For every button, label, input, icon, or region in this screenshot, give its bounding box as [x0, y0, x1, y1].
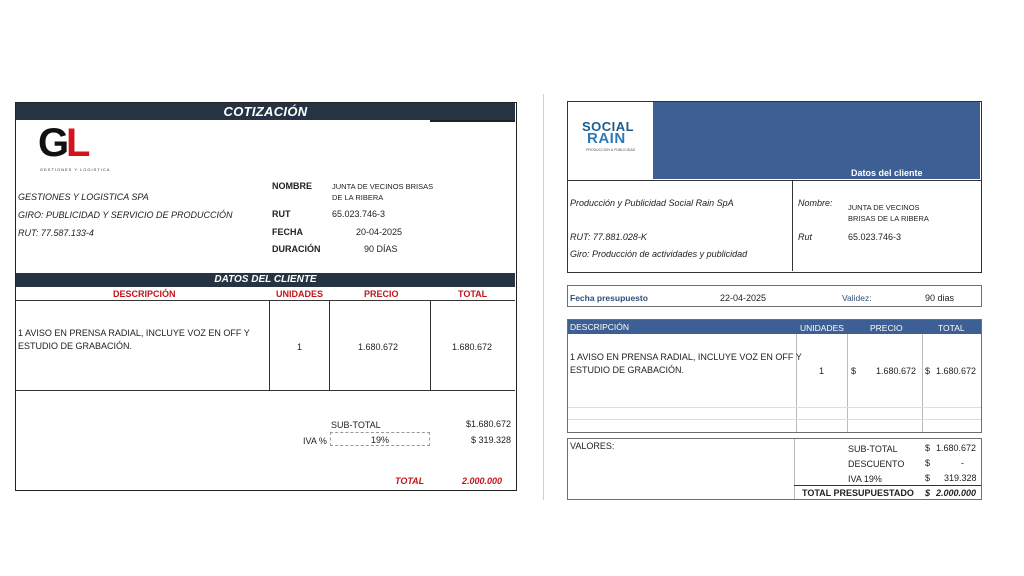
item-desc-line2: ESTUDIO DE GRABACIÓN. [570, 365, 685, 375]
iva-currency: $ [925, 473, 931, 483]
col-unidades: UNIDADES [800, 323, 844, 333]
header-label: Datos del cliente [851, 168, 923, 178]
quote-title: COTIZACIÓN [223, 104, 308, 119]
iva-label: IVA 19% [848, 474, 882, 484]
item-total: 1.680.672 [452, 342, 493, 352]
items-row-line-2 [568, 419, 981, 420]
duracion-value: 90 DÍAS [364, 244, 398, 254]
iva-rate: 19% [330, 432, 430, 446]
fecha-value: 20-04-2025 [356, 227, 403, 237]
gl-logo [38, 121, 118, 175]
col-descripcion: DESCRIPCIÓN [570, 322, 630, 332]
items-col-divider-2 [847, 334, 848, 432]
subtotal-value: 1.680.672 [936, 443, 977, 453]
subtotal-currency: $ [925, 443, 931, 453]
logo-caption: GESTIONES Y LOGISTICA [40, 167, 111, 172]
grand-total-line [794, 485, 981, 486]
company-name: Producción y Publicidad Social Rain SpA [570, 198, 734, 208]
table-bottom-line [16, 390, 515, 391]
company-name: GESTIONES Y LOGISTICA SPA [18, 192, 149, 202]
right-info-box [567, 180, 982, 273]
grand-total-label: TOTAL PRESUPUESTADO [802, 488, 914, 498]
header-blue-panel [653, 102, 980, 179]
item-desc-line1: 1 AVISO EN PRENSA RADIAL, INCLUYE VOZ EN OFF Y [18, 328, 250, 338]
item-units: 1 [819, 366, 825, 376]
nombre-value-line1: JUNTA DE VECINOS BRISAS [332, 182, 434, 191]
descuento-value: - [961, 458, 964, 468]
items-row-line-1 [568, 407, 981, 408]
item-total: 1.680.672 [936, 366, 977, 376]
totals-divider [794, 439, 795, 499]
item-units: 1 [297, 342, 303, 352]
title-underline [430, 120, 515, 122]
item-price-currency: $ [851, 366, 857, 376]
validez-value: 90 dias [925, 293, 955, 303]
quote-title-bar [16, 103, 515, 120]
rut-label: Rut [798, 232, 813, 242]
company-rut: RUT: 77.587.133-4 [18, 228, 94, 238]
logo-caption: PRODUCCIÓN & PUBLICIDAD [586, 148, 636, 152]
fecha-label: FECHA [272, 227, 303, 237]
items-header [568, 320, 981, 334]
items-col-divider-1 [796, 334, 797, 432]
item-total-currency: $ [925, 366, 931, 376]
items-col-divider-3 [922, 334, 923, 432]
item-desc-line2: ESTUDIO DE GRABACIÓN. [18, 341, 133, 351]
total-label: TOTAL [395, 476, 425, 486]
company-giro: GIRO: PUBLICIDAD Y SERVICIO DE PRODUCCIÓN [18, 210, 233, 220]
col-descripcion: DESCRIPCIÓN [113, 289, 176, 299]
fecha-box [567, 285, 982, 307]
col-total: TOTAL [458, 289, 488, 299]
nombre-value-line2: BRISAS DE LA RIBERA [848, 214, 929, 223]
col-divider-1 [269, 300, 270, 391]
col-unidades: UNIDADES [276, 289, 324, 299]
descuento-currency: $ [925, 458, 931, 468]
col-precio: PRECIO [870, 323, 903, 333]
nombre-label: Nombre: [798, 198, 833, 208]
duracion-label: DURACIÓN [272, 244, 321, 254]
items-table [567, 319, 982, 433]
page-divider [543, 94, 544, 500]
company-rut: RUT: 77.881.028-K [570, 232, 647, 242]
total-value: 2.000.000 [462, 476, 503, 486]
logo-rain: RAIN [587, 130, 626, 147]
iva-value: 319.328 [944, 473, 977, 483]
rut-value: 65.023.746-3 [332, 209, 386, 219]
iva-label: IVA % [303, 436, 327, 446]
rut-label: RUT [272, 209, 291, 219]
valores-label: VALORES: [570, 441, 615, 451]
section-title: DATOS DEL CLIENTE [214, 274, 317, 285]
logo-letter-l: L [66, 121, 91, 165]
table-top-line [16, 300, 515, 301]
item-price: 1.680.672 [358, 342, 399, 352]
rut-value: 65.023.746-3 [848, 232, 902, 242]
section-bar [16, 273, 515, 287]
logo-letter-g: G [38, 121, 70, 165]
totals-box [567, 438, 982, 500]
col-divider-3 [430, 300, 431, 391]
right-header [567, 101, 982, 181]
col-precio: PRECIO [364, 289, 399, 299]
fecha-value: 22-04-2025 [720, 293, 767, 303]
quote-gestiones [15, 102, 517, 491]
grand-total-currency: $ [925, 488, 931, 498]
subtotal-label: SUB-TOTAL [331, 420, 381, 430]
item-price: 1.680.672 [876, 366, 917, 376]
nombre-value-line1: JUNTA DE VECINOS [848, 203, 920, 212]
col-total: TOTAL [938, 323, 965, 333]
company-giro: Giro: Producción de actividades y publicidad [570, 249, 748, 259]
nombre-value-line2: DE LA RIBERA [332, 193, 384, 202]
col-divider-2 [329, 300, 330, 391]
nombre-label: NOMBRE [272, 181, 312, 191]
socialrain-logo [568, 102, 653, 179]
subtotal-label: SUB-TOTAL [848, 444, 898, 454]
iva-value: $ 319.328 [471, 435, 512, 445]
subtotal-value: $1.680.672 [466, 419, 512, 429]
validez-label: Validez: [842, 293, 872, 303]
logo-social: SOCIAL [582, 119, 635, 134]
descuento-label: DESCUENTO [848, 459, 905, 469]
grand-total-value: 2.000.000 [936, 488, 977, 498]
info-divider [792, 181, 793, 271]
fecha-label: Fecha presupuesto [570, 293, 648, 303]
item-desc-line1: 1 AVISO EN PRENSA RADIAL, INCLUYE VOZ EN OFF Y [570, 352, 802, 362]
